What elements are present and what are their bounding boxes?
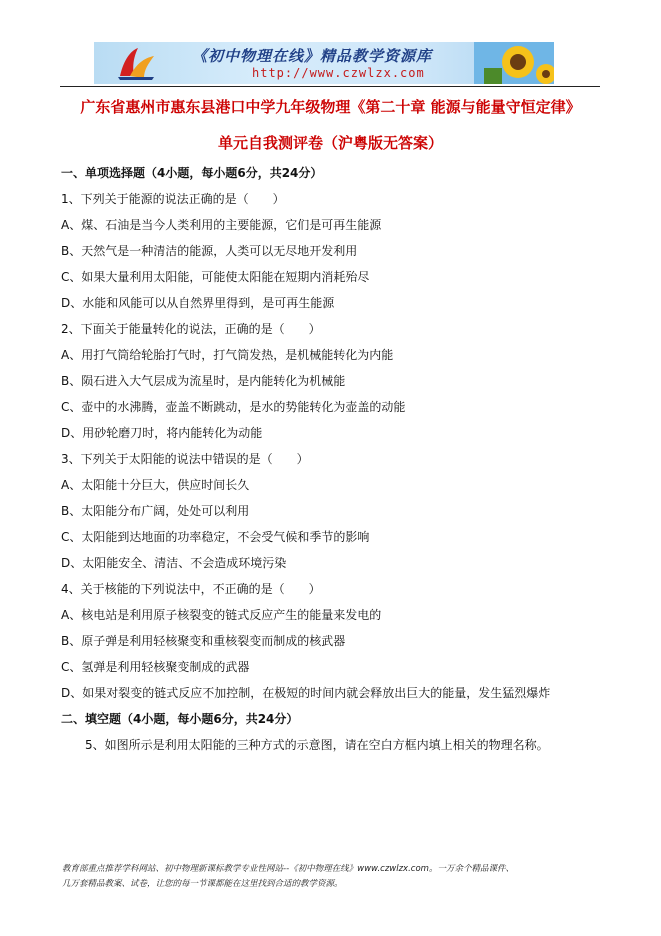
document-subtitle: 单元自我测评卷（沪粤版无答案）: [217, 134, 443, 152]
q4-option-d: D、如果对裂变的链式反应不加控制，在极短的时间内就会释放出巨大的能量，发生猛烈爆炸: [61, 686, 551, 700]
section-heading-multiple-choice: 一、单项选择题（4小题，每小题6分，共24分）: [61, 166, 323, 180]
document-title: 广东省惠州市惠东县港口中学九年级物理《第二十章 能源与能量守恒定律》: [80, 98, 581, 116]
banner-title: 《初中物理在线》精品教学资源库: [192, 47, 433, 65]
q1-option-c: C、如果大量利用太阳能，可能使太阳能在短期内消耗殆尽: [61, 270, 370, 284]
header-banner: [94, 42, 554, 84]
q3-option-c: C、太阳能到达地面的功率稳定，不会受气候和季节的影响: [61, 530, 370, 544]
footer-line-1: 教育部重点推荐学科网站、初中物理新课标教学专业性网站--《初中物理在线》www.czwlzx.com。一万余个精品课件、: [62, 864, 514, 874]
q4-option-c: C、氢弹是利用轻核聚变制成的武器: [61, 660, 250, 674]
q1-option-d: D、水能和风能可以从自然界里得到，是可再生能源: [61, 296, 335, 310]
question-4: 4、关于核能的下列说法中，不正确的是（ ）: [61, 582, 321, 596]
q3-option-d: D、太阳能安全、清洁、不会造成环境污染: [61, 556, 287, 570]
footer-line-2: 几万套精品教案、试卷，让您的每一节课都能在这里找到合适的教学资源。: [62, 879, 343, 889]
question-1: 1、下列关于能源的说法正确的是（ ）: [61, 192, 285, 206]
section-heading-fill-in: 二、填空题（4小题，每小题6分，共24分）: [61, 712, 299, 726]
question-2: 2、下面关于能量转化的说法，正确的是（ ）: [61, 322, 321, 336]
q3-option-a: A、太阳能十分巨大，供应时间长久: [61, 478, 250, 492]
banner-url: http://www.czwlzx.com: [252, 66, 425, 80]
q1-option-b: B、天然气是一种清洁的能源，人类可以无尽地开发利用: [61, 244, 358, 258]
page-footer: [62, 862, 602, 892]
q2-option-d: D、用砂轮磨刀时，将内能转化为动能: [61, 426, 263, 440]
question-3: 3、下列关于太阳能的说法中错误的是（ ）: [61, 452, 309, 466]
q4-option-b: B、原子弹是利用轻核聚变和重核裂变而制成的核武器: [61, 634, 346, 648]
q4-option-a: A、核电站是利用原子核裂变的链式反应产生的能量来发电的: [61, 608, 382, 622]
q3-option-b: B、太阳能分布广阔，处处可以利用: [61, 504, 250, 518]
question-5: 5、如图所示是利用太阳能的三种方式的示意图，请在空白方框内填上相关的物理名称。: [61, 738, 549, 752]
header-divider: [60, 86, 600, 87]
q2-option-b: B、陨石进入大气层成为流星时，是内能转化为机械能: [61, 374, 346, 388]
q2-option-c: C、壶中的水沸腾，壶盖不断跳动，是水的势能转化为壶盖的动能: [61, 400, 406, 414]
q2-option-a: A、用打气筒给轮胎打气时，打气筒发热，是机械能转化为内能: [61, 348, 394, 362]
site-logo-icon: [114, 46, 158, 80]
sunflower-icon: [474, 42, 554, 84]
q1-option-a: A、煤、石油是当今人类利用的主要能源，它们是可再生能源: [61, 218, 382, 232]
